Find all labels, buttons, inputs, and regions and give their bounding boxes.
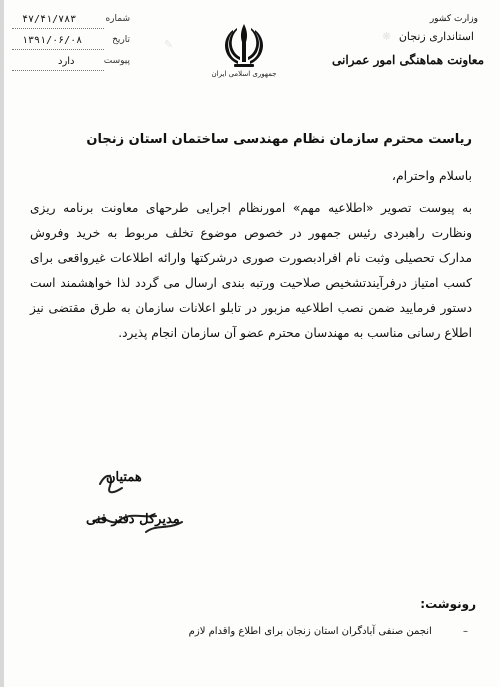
cc-dash: – [463, 626, 468, 637]
meta-dotted-line [12, 49, 104, 50]
cc-list-item [189, 626, 468, 637]
letter-meta [12, 14, 130, 77]
greeting: باسلام واحترام، [391, 168, 472, 183]
deputy-office-name: معاونت هماهنگی امور عمرانی [332, 53, 484, 67]
addressee: ریاست محترم سازمان نظام مهندسی ساختمان استان زنجان [86, 132, 472, 147]
letter-attachment-label: پیوست [103, 56, 130, 66]
letter-attachment: دارد [58, 56, 75, 67]
bleed-through-mark: ✎ [164, 38, 174, 51]
iran-emblem-icon [219, 20, 269, 70]
signer-name: همتیان [106, 470, 142, 485]
letter-body: به پیوست تصویر «اطلاعیه مهم» امورنظام اجرایی طرحهای معاونت برنامه ریزی ونظارت راهبردی رئیس جمهور در خصوص موضوع تخلف مربوط به خرید وفروش مدارک تحصیلی وثبت نام افرادبصورت صوری درشرکتها وارائه اطلاعات غیرواقعی برای کسب امتیاز درفرآیندتشخیص صلاحیت ورتبه بندی ارسال می گردد لذا خواهشمند است دستور فرمایید ضمن نصب اطلاعیه مزبور در تابلو اعلانات سازمان به طرق مقتضی نیز اطلاع رسانی مناسب به مهندسان محترم عضو آن سازمان انجام پذیرد. [30, 201, 472, 340]
letter-date-label: تاریخ [112, 35, 130, 45]
letter-date: ۱۳۹۱/۰۶/۰۸ [22, 35, 83, 46]
emblem-caption: جمهوری اسلامی ایران [211, 70, 277, 78]
meta-dotted-line [12, 28, 104, 29]
bleed-through-mark: ❋ [382, 30, 392, 43]
letter-number: ۴۷/۴۱/۷۸۳ [22, 14, 77, 25]
letter-header [332, 14, 484, 67]
cc-recipient: انجمن صنفی آبادگران استان زنجان برای اطلاع واقدام لازم [188, 626, 432, 637]
signature-block [86, 462, 196, 544]
meta-dotted-line [12, 70, 104, 71]
signer-title: مدیرکل دفتر فنی [86, 512, 180, 527]
province-office-name: استانداری زنجان [398, 30, 474, 43]
ministry-name: وزارت کشور [429, 14, 478, 24]
cc-label: رونوشت: [420, 597, 476, 611]
letter-attachment-row [12, 56, 130, 77]
letter-number-row [12, 14, 130, 35]
letter-number-label: شماره [105, 14, 130, 24]
letter-date-row [12, 35, 130, 56]
